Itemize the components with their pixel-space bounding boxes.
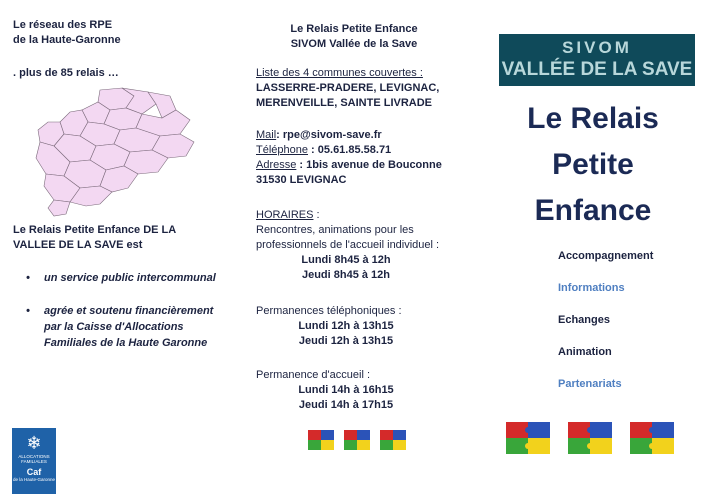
puzzle-icon [630, 422, 674, 454]
phone-value[interactable]: : 05.61.85.58.71 [308, 144, 392, 156]
hours-heading-line [256, 208, 466, 223]
communes-section [256, 66, 466, 111]
left-panel [0, 0, 228, 500]
relay-count: . plus de 85 relais … [13, 67, 119, 79]
main-title-line: Le Relais [527, 102, 659, 135]
caf-logo-top: ALLOCATIONS FAMILIALES [18, 454, 50, 464]
accueil-time: Jeudi 14h à 17h15 [298, 399, 394, 411]
keyword-accompagnement: Accompagnement [558, 250, 654, 262]
caf-logo [12, 428, 56, 494]
keyword-informations: Informations [558, 282, 625, 294]
rpe-bullet-list [26, 270, 216, 368]
relais-header: Le Relais Petite Enfance SIVOM Vallée de la Save [290, 23, 418, 50]
puzzle-icons-small [306, 428, 412, 454]
caf-logo-name: Caf [26, 467, 42, 477]
bullet-text: un service public intercommunal [44, 272, 216, 284]
puzzle-icon [568, 422, 612, 454]
phone-label: Téléphone [256, 144, 308, 156]
caf-logo-sub: de la Haute-Garonne [12, 477, 56, 482]
phone-line [256, 143, 466, 158]
puzzle-icon [380, 430, 406, 450]
haute-garonne-map [30, 86, 200, 218]
address-label: Adresse [256, 159, 297, 171]
right-panel [480, 0, 706, 500]
meetings-text: Rencontres, animations pour les professionnels de l'accueil individuel : [256, 224, 440, 251]
accueil-text: Permanence d'accueil : [256, 369, 370, 381]
bullet-icon: • [26, 272, 30, 284]
main-title-line: Petite [552, 148, 634, 181]
bullet-icon: • [26, 305, 30, 317]
sivom-logo [499, 34, 695, 86]
keyword-echanges: Echanges [558, 314, 610, 326]
puzzle-icon [506, 422, 550, 454]
contact-section [256, 128, 466, 188]
logo-top-text: SIVOM [562, 38, 632, 57]
middle-panel [236, 0, 472, 500]
list-item [26, 303, 216, 351]
hours-heading: HORAIRES [256, 209, 314, 221]
bullet-text: agrée et soutenu financièrement par la Caisse d'Allocations Familiales de la Haute Garonne [44, 305, 214, 349]
hours-section [256, 208, 466, 283]
keyword-animation: Animation [558, 346, 612, 358]
phone-permanence-time: Lundi 12h à 13h15 [298, 320, 394, 332]
list-item [26, 270, 216, 286]
main-title-line: Enfance [534, 194, 652, 227]
puzzle-icons-large [504, 420, 684, 460]
network-title: Le réseau des RPE de la Haute-Garonne [13, 19, 121, 46]
accueil-time: Lundi 14h à 16h15 [298, 384, 394, 396]
mail-label: Mail [256, 129, 277, 141]
logo-bottom-text: VALLÉE DE LA SAVE [501, 59, 693, 80]
snowflake-icon: ❄ [26, 433, 42, 453]
rpe-intro: Le Relais Petite Enfance DE LA VALLEE DE LA SAVE est [13, 224, 176, 251]
puzzle-icon [344, 430, 370, 450]
communes-list: LASSERRE-PRADERE, LEVIGNAC, MERENVEILLE, SAINTE LIVRADE [256, 82, 440, 109]
phone-permanence-text: Permanences téléphoniques : [256, 305, 402, 317]
mail-value[interactable]: : rpe@sivom-save.fr [276, 129, 382, 141]
phone-permanence-time: Jeudi 12h à 13h15 [298, 335, 394, 347]
puzzle-icon [308, 430, 334, 450]
keyword-partenariats: Partenariats [558, 378, 622, 390]
phone-permanence-section [256, 304, 466, 349]
accueil-section [256, 368, 466, 413]
hours-colon: : [313, 209, 320, 221]
address-value: : 1bis avenue de Bouconne [296, 159, 442, 171]
address-city: 31530 LEVIGNAC [256, 174, 347, 186]
meetings-time: Jeudi 8h45 à 12h [301, 269, 391, 281]
address-line [256, 158, 466, 173]
communes-heading: Liste des 4 communes couvertes : [256, 67, 423, 79]
meetings-time: Lundi 8h45 à 12h [301, 254, 391, 266]
mail-line [256, 128, 466, 143]
